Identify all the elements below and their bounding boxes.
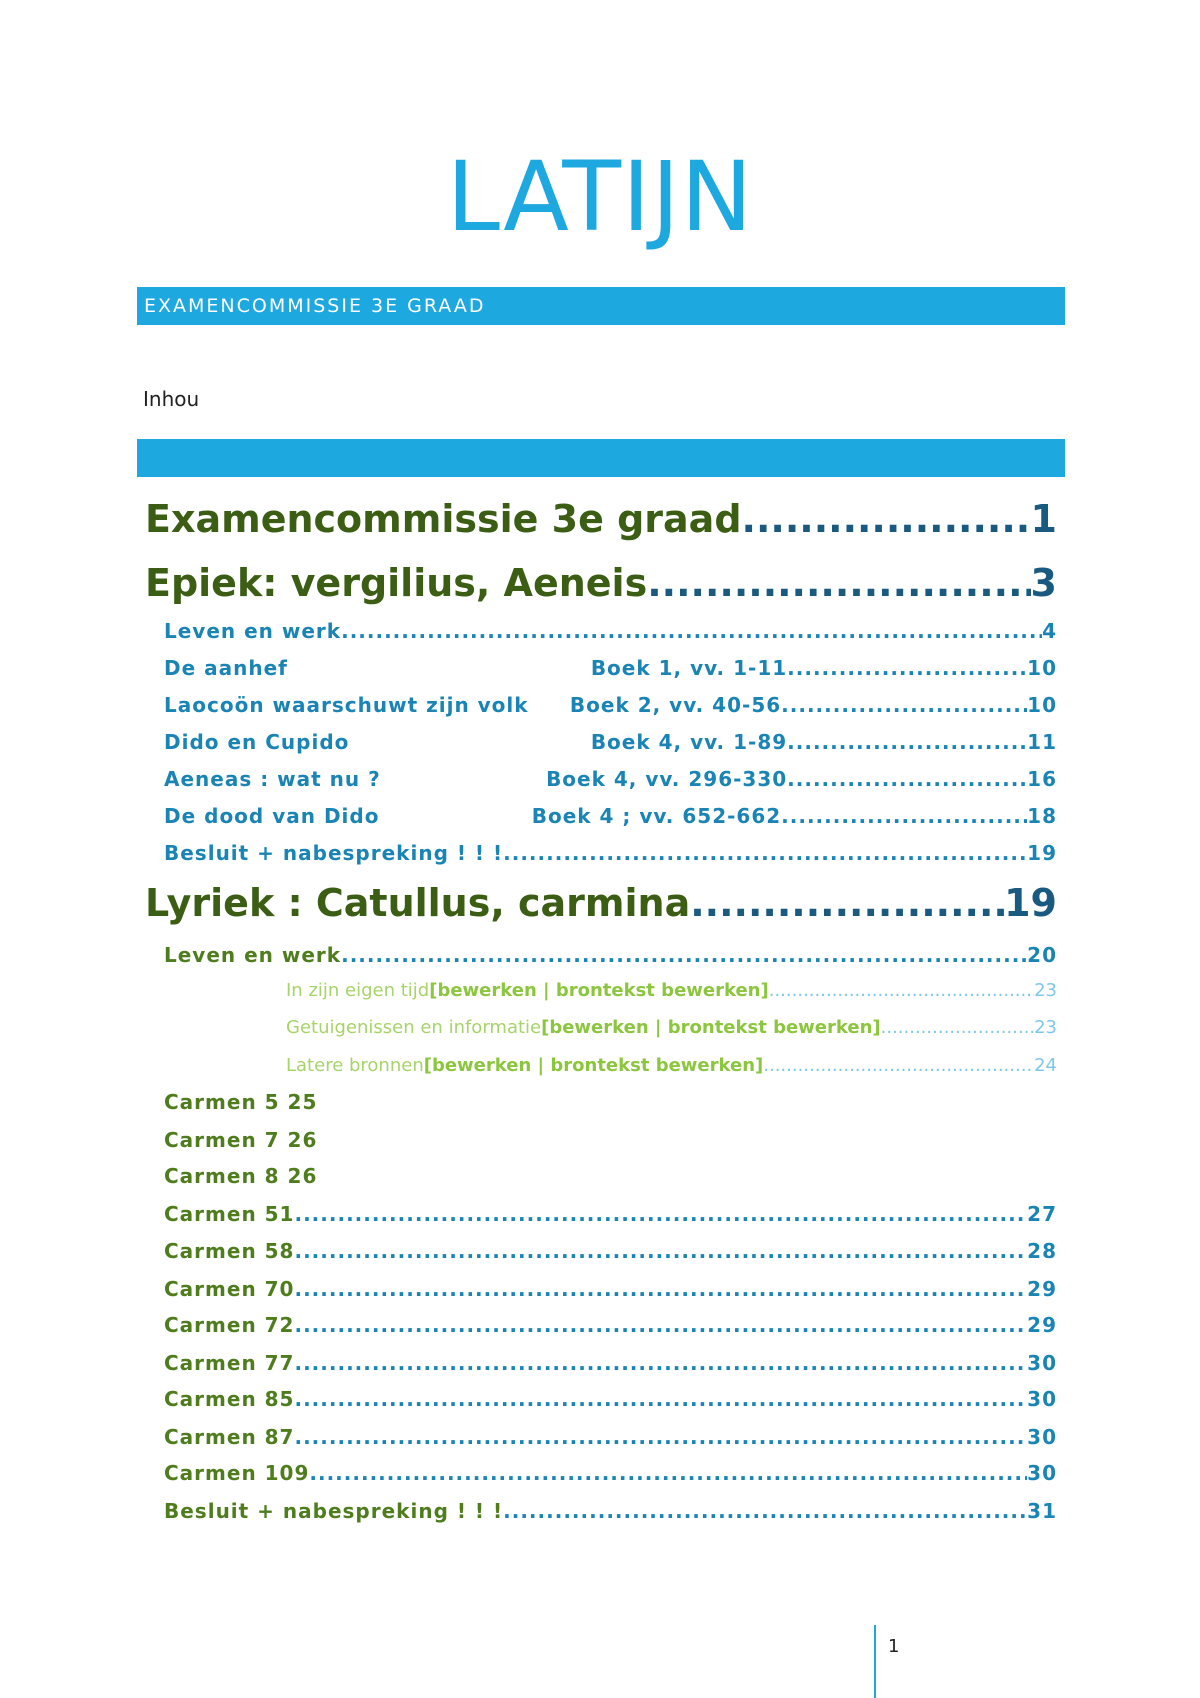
toc-page-number: 19 xyxy=(1027,841,1057,865)
toc-entry-label: Aeneas : wat nu ? xyxy=(164,767,381,791)
toc-entry-label: Carmen 8 26 xyxy=(164,1164,318,1188)
toc-page-number: 31 xyxy=(1027,1499,1057,1523)
toc-leader xyxy=(647,558,1030,608)
edit-link[interactable]: [bewerken | brontekst bewerken] xyxy=(541,1017,881,1038)
toc-entry-laocoon[interactable] xyxy=(164,690,1057,720)
toc-leader xyxy=(341,616,1042,646)
toc-entry-getuigenissen[interactable] xyxy=(286,1013,1057,1043)
toc-entry-label: Carmen 87 xyxy=(164,1425,295,1449)
toc-entry-in-zijn-eigen-tijd[interactable] xyxy=(286,976,1057,1006)
toc-entry-label: Leven en werk xyxy=(164,943,342,967)
toc-entry-label: De dood van Dido xyxy=(164,804,380,828)
toc-entry-label: Carmen 70 xyxy=(164,1277,295,1301)
toc-page-number: 30 xyxy=(1027,1425,1057,1449)
toc-entry-label: Carmen 51 xyxy=(164,1202,295,1226)
toc-leader xyxy=(690,878,1004,928)
toc-entry-besluit-catullus[interactable] xyxy=(164,1496,1057,1526)
toc-page-number: 29 xyxy=(1027,1277,1057,1301)
toc-leader xyxy=(742,494,1031,544)
toc-page-number: 3 xyxy=(1030,561,1057,605)
toc-entry-label: Carmen 58 xyxy=(164,1239,295,1263)
toc-leader xyxy=(309,1458,1027,1488)
toc-leader xyxy=(341,940,1027,970)
toc-entry-label: Epiek: vergilius, Aeneis xyxy=(145,561,648,605)
toc-entry-epiek[interactable] xyxy=(145,558,1057,608)
toc-page-number: 10 xyxy=(1027,693,1057,717)
toc-entry-label: Examencommissie 3e graad xyxy=(145,497,742,541)
toc-entry-label: Getuigenissen en informatie[bewerken | brontekst bewerken] xyxy=(286,1017,881,1038)
toc-page-number: 10 xyxy=(1027,656,1057,680)
toc-entry-carmen-5[interactable] xyxy=(164,1087,1057,1117)
toc-leader xyxy=(503,838,1027,868)
toc-entry-examencommissie[interactable] xyxy=(145,494,1057,544)
toc-leader xyxy=(787,764,1027,794)
toc-leader xyxy=(503,1496,1027,1526)
edit-link[interactable]: [bewerken | brontekst bewerken] xyxy=(429,980,769,1001)
toc-entry-carmen-77[interactable] xyxy=(164,1348,1057,1378)
toc-page-number: 18 xyxy=(1027,804,1057,828)
toc-entry-label: Besluit + nabespreking ! ! ! xyxy=(164,841,504,865)
toc-leader xyxy=(781,690,1027,720)
toc-entry-label: Carmen 5 25 xyxy=(164,1090,318,1114)
toc-page-number: 24 xyxy=(1034,1055,1057,1076)
toc-entry-label: Besluit + nabespreking ! ! ! xyxy=(164,1499,504,1523)
toc-leader xyxy=(787,653,1027,683)
toc-entry-label: Lyriek : Catullus, carmina xyxy=(145,881,691,925)
toc-entry-label: Leven en werk xyxy=(164,619,342,643)
toc-entry-book-ref: Boek 2, vv. 40-56 xyxy=(569,693,782,717)
toc-leader xyxy=(881,1013,1034,1043)
toc-heading: Inhou xyxy=(143,387,200,411)
toc-entry-book-ref: Boek 4 ; vv. 652-662 xyxy=(531,804,782,828)
toc-page-number: 30 xyxy=(1027,1351,1057,1375)
toc-page-number: 30 xyxy=(1027,1461,1057,1485)
toc-entry-carmen-70[interactable] xyxy=(164,1274,1057,1304)
toc-leader xyxy=(294,1384,1027,1414)
toc-page-number: 20 xyxy=(1027,943,1057,967)
toc-leader xyxy=(294,1422,1027,1452)
toc-leader xyxy=(294,1274,1027,1304)
toc-entry-book-ref: Boek 4, vv. 1-89 xyxy=(590,730,788,754)
toc-entry-label: Latere bronnen[bewerken | brontekst bewerken] xyxy=(286,1055,764,1076)
toc-entry-carmen-8[interactable] xyxy=(164,1161,1057,1191)
toc-entry-label: Carmen 72 xyxy=(164,1313,295,1337)
subtitle-banner: EXAMENCOMMISSIE 3E GRAAD xyxy=(137,287,1065,325)
toc-entry-leven-en-werk[interactable] xyxy=(164,616,1057,646)
toc-entry-label: Carmen 7 26 xyxy=(164,1128,318,1152)
toc-leader xyxy=(769,976,1034,1006)
toc-banner xyxy=(137,439,1065,477)
toc-entry-latere-bronnen[interactable] xyxy=(286,1051,1057,1081)
toc-entry-book-ref: Boek 1, vv. 1-11 xyxy=(590,656,788,680)
toc-page-number: 23 xyxy=(1034,980,1057,1001)
toc-leader xyxy=(294,1348,1027,1378)
toc-entry-aeneas-wat-nu[interactable] xyxy=(164,764,1057,794)
toc-entry-de-aanhef[interactable] xyxy=(164,653,1057,683)
toc-page-number: 29 xyxy=(1027,1313,1057,1337)
edit-link[interactable]: [bewerken | brontekst bewerken] xyxy=(423,1055,764,1076)
toc-entry-label: Carmen 77 xyxy=(164,1351,295,1375)
toc-entry-carmen-87[interactable] xyxy=(164,1422,1057,1452)
toc-entry-book-ref: Boek 4, vv. 296-330 xyxy=(546,767,788,791)
toc-entry-carmen-85[interactable] xyxy=(164,1384,1057,1414)
toc-entry-carmen-72[interactable] xyxy=(164,1310,1057,1340)
page-number-rule xyxy=(874,1625,876,1698)
toc-leader xyxy=(294,1310,1027,1340)
toc-entry-label: Dido en Cupido xyxy=(164,730,350,754)
toc-entry-carmen-109[interactable] xyxy=(164,1458,1057,1488)
toc-entry-leven-en-werk-catullus[interactable] xyxy=(164,940,1057,970)
toc-entry-besluit-aeneis[interactable] xyxy=(164,838,1057,868)
toc-page-number: 23 xyxy=(1034,1017,1057,1038)
toc-leader xyxy=(787,727,1027,757)
toc-entry-label: Laocoön waarschuwt zijn volk xyxy=(164,693,529,717)
toc-leader xyxy=(294,1236,1027,1266)
toc-page-number: 11 xyxy=(1027,730,1057,754)
toc-entry-carmen-58[interactable] xyxy=(164,1236,1057,1266)
toc-page-number: 4 xyxy=(1042,619,1057,643)
toc-page-number: 1 xyxy=(1030,497,1057,541)
toc-page-number: 30 xyxy=(1027,1387,1057,1411)
toc-leader xyxy=(763,1051,1034,1081)
toc-entry-carmen-51[interactable] xyxy=(164,1199,1057,1229)
toc-page-number: 16 xyxy=(1027,767,1057,791)
toc-entry-de-dood-van-dido[interactable] xyxy=(164,801,1057,831)
toc-entry-dido-en-cupido[interactable] xyxy=(164,727,1057,757)
toc-page-number: 19 xyxy=(1004,881,1057,925)
page-number: 1 xyxy=(888,1636,900,1657)
toc-entry-label: In zijn eigen tijd[bewerken | brontekst bewerken] xyxy=(286,980,769,1001)
toc-entry-lyriek[interactable] xyxy=(145,878,1057,928)
toc-entry-label: Carmen 109 xyxy=(164,1461,310,1485)
toc-entry-label: De aanhef xyxy=(164,656,288,680)
toc-entry-label: Carmen 85 xyxy=(164,1387,295,1411)
toc-page-number: 27 xyxy=(1027,1202,1057,1226)
toc-leader xyxy=(781,801,1027,831)
document-title: LATIJN xyxy=(446,141,754,253)
toc-leader xyxy=(294,1199,1027,1229)
toc-entry-carmen-7[interactable] xyxy=(164,1125,1057,1155)
toc-page-number: 28 xyxy=(1027,1239,1057,1263)
